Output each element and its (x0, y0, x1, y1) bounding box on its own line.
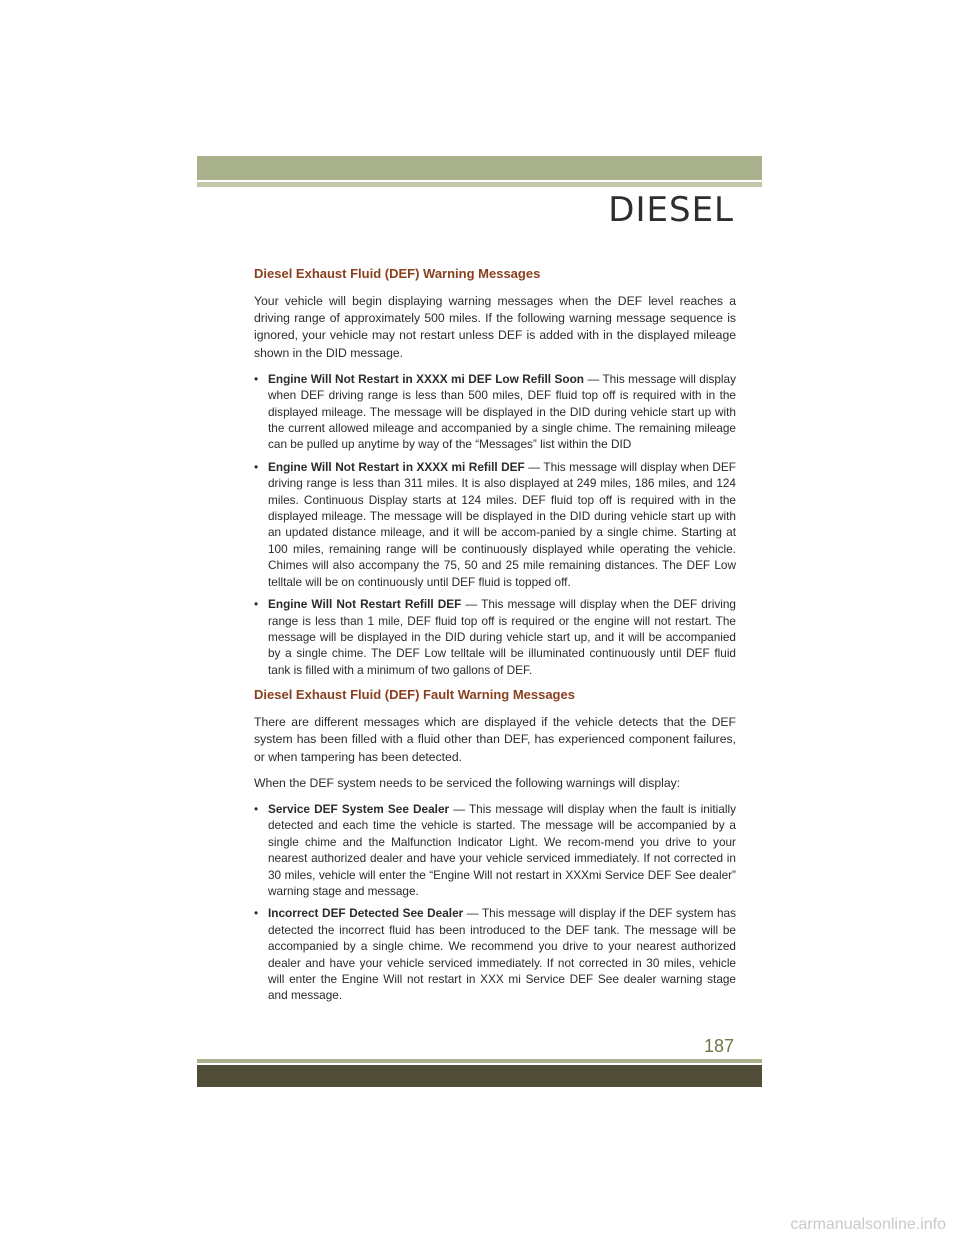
paragraph: There are different messages which are displayed if the vehicle detects that the DEF system has been filled with a fluid other than DEF, has experienced component failures, or when tampering has been detected. (254, 715, 736, 764)
list-item-text: — This message will display when DEF driving range is less than 311 miles. It is also displayed at 249 miles, 186 miles, and 124 miles. Continuous Display starts at 124 miles. DEF fluid top off is required with in the displayed mileage. The message will be displayed in the DID during vehicle start up with an updated distance mileage, and it will be accom-panied by a single chime. Starting at 100 miles, remaining range will be continuously displayed while operating the vehicle. Chimes will also accompany the 75, 50 and 25 mile remaining distances. The DEF Low telltale will be on continuously until DEF fluid is topped off. (268, 459, 736, 589)
bullet-list (254, 801, 736, 1004)
paragraph: Your vehicle will begin displaying warning messages when the DEF level reaches a driving range of approximately 500 miles. If the following warning message sequence is ignored, your vehicle may not restart unless DEF is added with in the displayed mileage shown in the DID message. (254, 294, 736, 360)
header-rule (197, 182, 762, 187)
footer-rule (197, 1059, 762, 1063)
list-item-term: Engine Will Not Restart Refill DEF (268, 597, 462, 612)
bullet-list (254, 371, 736, 678)
page-number: 187 (703, 1036, 734, 1056)
watermark: carmanualsonline.info (790, 1216, 946, 1233)
page-content (254, 265, 736, 1012)
list-item-term: Incorrect DEF Detected See Dealer (268, 906, 464, 921)
bullet-icon: • (254, 597, 259, 612)
list-item (254, 459, 736, 590)
bullet-icon: • (254, 906, 259, 921)
section-title: DIESEL (608, 190, 734, 230)
list-item-text: — This message will display if the DEF system has detected the incorrect fluid has been introduced to the DEF tank. The message will be accompanied by a single chime. We recommend you drive to your nearest authorized dealer and have your vehicle serviced immediately. If not corrected in 30 miles, vehicle will enter the Engine Will not restart in XXX mi Service DEF See dealer warning stage and message. (268, 906, 737, 1003)
bullet-icon: • (254, 459, 259, 474)
paragraph: When the DEF system needs to be serviced the following warnings will display: (254, 775, 681, 790)
list-item (254, 596, 736, 678)
list-item-term: Engine Will Not Restart in XXXX mi DEF Low Refill Soon (268, 371, 585, 386)
header-bar (197, 156, 762, 180)
list-item-text: — This message will display when DEF driving range is less than 500 miles, DEF fluid top off is required with in the displayed mileage. The message will be displayed in the DID during vehicle start up with the current allowed mileage and accompanied by a single chime. The remaining mileage can be pulled up anytime by way of the “Messages” list within the DID (268, 371, 736, 452)
list-item-term: Engine Will Not Restart in XXXX mi Refill DEF (268, 459, 525, 474)
list-item-text: — This message will display when the fault is initially detected and each time the vehicle is started. The message will be accompanied by a single chime and the Malfunction Indicator Light. We recom-mend you drive to your nearest authorized dealer and have your vehicle serviced immediately. If not corrected in 30 miles, vehicle will enter the “Engine Will not restart in XXXmi Service DEF See dealer” warning stage and message. (268, 801, 737, 898)
section-heading-fault: Diesel Exhaust Fluid (DEF) Fault Warning Messages (254, 687, 575, 703)
section-heading-warning: Diesel Exhaust Fluid (DEF) Warning Messages (254, 266, 541, 281)
footer-bar (197, 1065, 762, 1087)
list-item (254, 371, 736, 453)
list-item (254, 905, 736, 1003)
list-item (254, 801, 736, 899)
list-item-text: — This message will display when the DEF driving range is less than 1 mile, DEF fluid top off is required or the engine will not restart. The message will be displayed in the DID during vehicle start up, and it will be accompanied by a single chime. The DEF Low telltale will be illuminated continuously until DEF fluid tank is filled with a minimum of two gallons of DEF. (268, 597, 736, 677)
list-item-term: Service DEF System See Dealer (268, 801, 450, 816)
bullet-icon: • (254, 801, 259, 816)
bullet-icon: • (254, 371, 259, 386)
